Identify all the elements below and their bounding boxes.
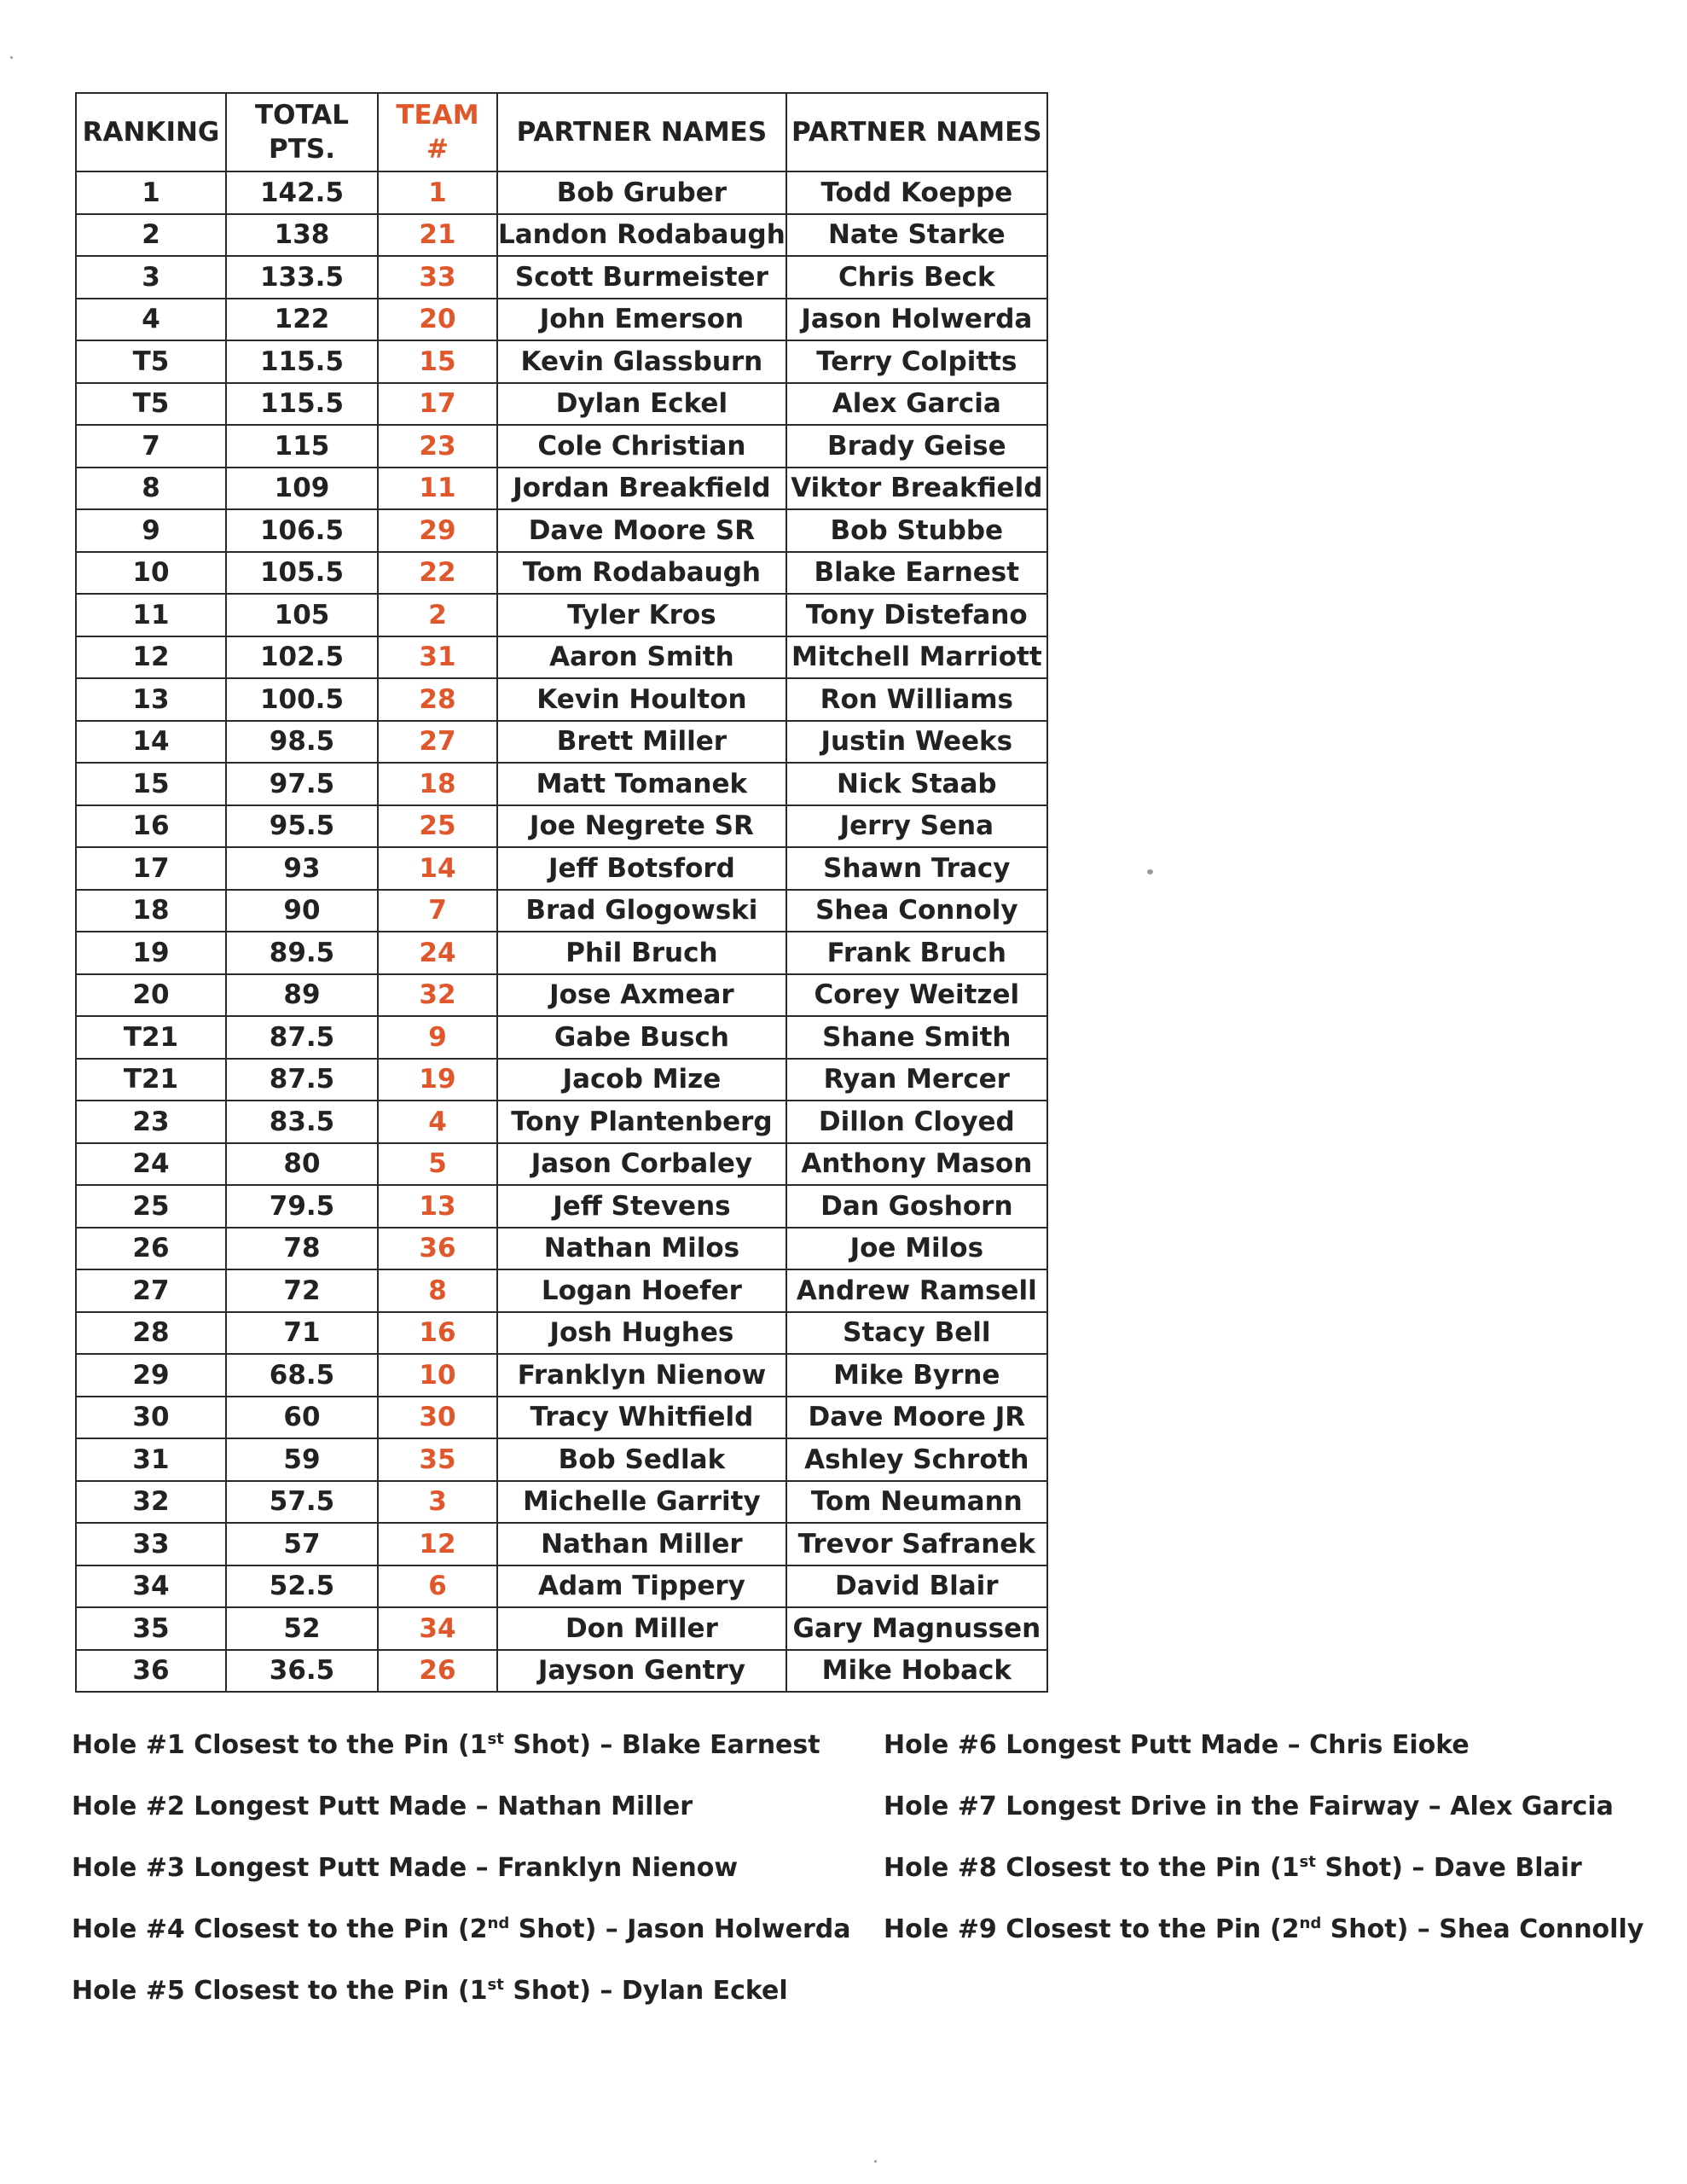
table-row	[76, 509, 1047, 552]
table-row	[76, 594, 1047, 636]
cell-partner-1: Tony Plantenberg	[497, 1101, 786, 1143]
cell-total-points: 97.5	[226, 763, 378, 805]
cell-partner-1: Dylan Eckel	[497, 383, 786, 426]
header-partner1-label: PARTNER NAMES	[516, 117, 768, 148]
cell-total-points: 68.5	[226, 1354, 378, 1397]
scan-speck	[10, 56, 13, 59]
table-row	[76, 1016, 1047, 1059]
award-text: Hole #4 Closest to the Pin (2	[72, 1914, 488, 1944]
cell-total-points: 78	[226, 1228, 378, 1270]
cell-partner-2: Justin Weeks	[786, 721, 1047, 764]
cell-partner-2: Anthony Mason	[786, 1143, 1047, 1186]
table-row	[76, 1101, 1047, 1143]
cell-team-number: 32	[378, 974, 497, 1017]
cell-team-number: 1	[378, 171, 497, 214]
cell-partner-2: Dillon Cloyed	[786, 1101, 1047, 1143]
table-row	[76, 974, 1047, 1017]
cell-partner-1: Michelle Garrity	[497, 1481, 786, 1524]
cell-partner-2: Tony Distefano	[786, 594, 1047, 636]
header-row	[76, 93, 1047, 171]
cell-team-number: 3	[378, 1481, 497, 1524]
cell-ranking: 10	[76, 552, 226, 595]
cell-total-points: 89.5	[226, 932, 378, 974]
table-row	[76, 805, 1047, 848]
table-row	[76, 1607, 1047, 1650]
cell-team-number: 21	[378, 214, 497, 257]
table-row	[76, 425, 1047, 468]
cell-total-points: 115.5	[226, 383, 378, 426]
cell-partner-1: Jason Corbaley	[497, 1143, 786, 1186]
cell-partner-2: Ashley Schroth	[786, 1438, 1047, 1481]
cell-partner-1: Kevin Houlton	[497, 678, 786, 721]
cell-ranking: 20	[76, 974, 226, 1017]
cell-partner-1: Jeff Botsford	[497, 847, 786, 890]
cell-ranking: 7	[76, 425, 226, 468]
header-ranking	[76, 93, 226, 171]
cell-partner-1: Phil Bruch	[497, 932, 786, 974]
cell-total-points: 57	[226, 1523, 378, 1565]
award-text: Hole #8 Closest to the Pin (1	[884, 1853, 1300, 1883]
header-ranking-label: RANKING	[82, 117, 220, 148]
header-team-line1: TEAM	[396, 100, 479, 131]
cell-team-number: 16	[378, 1312, 497, 1355]
cell-total-points: 115	[226, 425, 378, 468]
table-row	[76, 636, 1047, 679]
hole-award-line	[884, 1730, 1470, 1760]
award-text-end: Shot) – Blake Earnest	[503, 1730, 820, 1760]
cell-partner-1: Tom Rodabaugh	[497, 552, 786, 595]
cell-team-number: 34	[378, 1607, 497, 1650]
award-text: Hole #9 Closest to the Pin (2	[884, 1914, 1300, 1944]
table-row	[76, 299, 1047, 341]
cell-team-number: 15	[378, 340, 497, 383]
cell-partner-1: Matt Tomanek	[497, 763, 786, 805]
cell-ranking: 34	[76, 1565, 226, 1608]
cell-total-points: 98.5	[226, 721, 378, 764]
cell-ranking: 25	[76, 1185, 226, 1228]
cell-total-points: 142.5	[226, 171, 378, 214]
cell-total-points: 95.5	[226, 805, 378, 848]
cell-partner-1: Bob Gruber	[497, 171, 786, 214]
cell-partner-1: Scott Burmeister	[497, 256, 786, 299]
table-row	[76, 552, 1047, 595]
header-total-pts-line2: PTS.	[269, 134, 335, 165]
cell-partner-2: Joe Milos	[786, 1228, 1047, 1270]
cell-total-points: 36.5	[226, 1650, 378, 1693]
cell-partner-2: Gary Magnussen	[786, 1607, 1047, 1650]
cell-ranking: 16	[76, 805, 226, 848]
cell-total-points: 87.5	[226, 1016, 378, 1059]
cell-partner-1: Logan Hoefer	[497, 1269, 786, 1312]
cell-ranking: 30	[76, 1397, 226, 1439]
header-partner-names-1	[497, 93, 786, 171]
cell-ranking: 36	[76, 1650, 226, 1693]
cell-ranking: 18	[76, 890, 226, 932]
hole-award-line	[884, 1914, 1644, 1944]
table-row	[76, 1650, 1047, 1693]
cell-team-number: 31	[378, 636, 497, 679]
cell-partner-1: Dave Moore SR	[497, 509, 786, 552]
table-header	[76, 93, 1047, 171]
table-row	[76, 763, 1047, 805]
header-partner2-label: PARTNER NAMES	[791, 117, 1042, 148]
cell-partner-1: Tyler Kros	[497, 594, 786, 636]
table-row	[76, 1312, 1047, 1355]
cell-team-number: 36	[378, 1228, 497, 1270]
cell-partner-2: Tom Neumann	[786, 1481, 1047, 1524]
cell-partner-2: Mitchell Marriott	[786, 636, 1047, 679]
table-row	[76, 256, 1047, 299]
cell-total-points: 87.5	[226, 1059, 378, 1101]
cell-ranking: 12	[76, 636, 226, 679]
cell-total-points: 59	[226, 1438, 378, 1481]
cell-partner-2: Dan Goshorn	[786, 1185, 1047, 1228]
cell-total-points: 122	[226, 299, 378, 341]
hole-award-line	[884, 1792, 1614, 1821]
cell-partner-2: Nate Starke	[786, 214, 1047, 257]
cell-total-points: 133.5	[226, 256, 378, 299]
cell-partner-1: Josh Hughes	[497, 1312, 786, 1355]
table-row	[76, 847, 1047, 890]
award-ordinal-suffix: nd	[487, 1914, 510, 1932]
cell-partner-2: Viktor Breakfield	[786, 468, 1047, 510]
cell-team-number: 26	[378, 1650, 497, 1693]
cell-ranking: 35	[76, 1607, 226, 1650]
cell-ranking: T5	[76, 340, 226, 383]
cell-partner-1: Tracy Whitfield	[497, 1397, 786, 1439]
cell-partner-2: Shane Smith	[786, 1016, 1047, 1059]
cell-partner-1: Don Miller	[497, 1607, 786, 1650]
cell-partner-2: Jason Holwerda	[786, 299, 1047, 341]
cell-ranking: T21	[76, 1059, 226, 1101]
cell-partner-2: Jerry Sena	[786, 805, 1047, 848]
cell-ranking: T21	[76, 1016, 226, 1059]
table-row	[76, 1438, 1047, 1481]
cell-team-number: 23	[378, 425, 497, 468]
cell-total-points: 105	[226, 594, 378, 636]
table-row	[76, 1565, 1047, 1608]
cell-ranking: 2	[76, 214, 226, 257]
cell-total-points: 102.5	[226, 636, 378, 679]
award-ordinal-suffix: st	[1299, 1853, 1316, 1871]
table-row	[76, 1269, 1047, 1312]
cell-total-points: 79.5	[226, 1185, 378, 1228]
cell-partner-1: Brett Miller	[497, 721, 786, 764]
results-table	[75, 92, 1048, 1693]
cell-total-points: 89	[226, 974, 378, 1017]
table-row	[76, 383, 1047, 426]
cell-team-number: 2	[378, 594, 497, 636]
cell-partner-2: Stacy Bell	[786, 1312, 1047, 1355]
cell-partner-2: Shea Connoly	[786, 890, 1047, 932]
cell-ranking: 1	[76, 171, 226, 214]
cell-partner-1: Franklyn Nienow	[497, 1354, 786, 1397]
award-text: Hole #1 Closest to the Pin (1	[72, 1730, 488, 1760]
table-row	[76, 678, 1047, 721]
cell-team-number: 33	[378, 256, 497, 299]
scan-speck	[874, 2160, 877, 2163]
cell-ranking: 13	[76, 678, 226, 721]
cell-total-points: 72	[226, 1269, 378, 1312]
cell-partner-2: Bob Stubbe	[786, 509, 1047, 552]
cell-partner-2: Alex Garcia	[786, 383, 1047, 426]
cell-ranking: 23	[76, 1101, 226, 1143]
cell-partner-2: Ron Williams	[786, 678, 1047, 721]
cell-partner-1: Jordan Breakfield	[497, 468, 786, 510]
header-total-pts-line1: TOTAL	[255, 100, 349, 131]
cell-partner-1: Jacob Mize	[497, 1059, 786, 1101]
cell-team-number: 30	[378, 1397, 497, 1439]
cell-partner-1: Bob Sedlak	[497, 1438, 786, 1481]
cell-total-points: 52	[226, 1607, 378, 1650]
cell-ranking: 32	[76, 1481, 226, 1524]
table-row	[76, 1481, 1047, 1524]
cell-ranking: 17	[76, 847, 226, 890]
table-row	[76, 1185, 1047, 1228]
cell-ranking: 24	[76, 1143, 226, 1186]
cell-partner-2: Frank Bruch	[786, 932, 1047, 974]
cell-team-number: 5	[378, 1143, 497, 1186]
table-row	[76, 721, 1047, 764]
cell-partner-2: Shawn Tracy	[786, 847, 1047, 890]
cell-partner-1: Aaron Smith	[497, 636, 786, 679]
cell-ranking: 27	[76, 1269, 226, 1312]
award-ordinal-suffix: st	[487, 1976, 504, 1994]
cell-team-number: 9	[378, 1016, 497, 1059]
cell-total-points: 106.5	[226, 509, 378, 552]
cell-team-number: 29	[378, 509, 497, 552]
cell-partner-1: Landon Rodabaugh	[497, 214, 786, 257]
cell-total-points: 90	[226, 890, 378, 932]
cell-partner-2: Mike Hoback	[786, 1650, 1047, 1693]
cell-partner-1: Jeff Stevens	[497, 1185, 786, 1228]
cell-team-number: 11	[378, 468, 497, 510]
cell-team-number: 17	[378, 383, 497, 426]
cell-partner-2: Nick Staab	[786, 763, 1047, 805]
table-row	[76, 214, 1047, 257]
award-text-end: Shot) – Dylan Eckel	[503, 1976, 788, 2006]
cell-partner-1: Nathan Miller	[497, 1523, 786, 1565]
cell-partner-2: Dave Moore JR	[786, 1397, 1047, 1439]
cell-team-number: 4	[378, 1101, 497, 1143]
table-row	[76, 1059, 1047, 1101]
table-row	[76, 1354, 1047, 1397]
cell-total-points: 105.5	[226, 552, 378, 595]
cell-total-points: 138	[226, 214, 378, 257]
award-text-end: Shot) – Shea Connolly	[1321, 1914, 1644, 1944]
cell-partner-1: Kevin Glassburn	[497, 340, 786, 383]
award-text: Hole #6 Longest Putt Made – Chris Eioke	[884, 1730, 1470, 1760]
cell-total-points: 60	[226, 1397, 378, 1439]
cell-team-number: 6	[378, 1565, 497, 1608]
table-row	[76, 340, 1047, 383]
hole-award-line	[72, 1914, 850, 1944]
cell-partner-2: Andrew Ramsell	[786, 1269, 1047, 1312]
cell-team-number: 10	[378, 1354, 497, 1397]
hole-award-line	[72, 1792, 693, 1821]
cell-total-points: 93	[226, 847, 378, 890]
cell-total-points: 57.5	[226, 1481, 378, 1524]
hole-award-line	[72, 1853, 738, 1883]
header-team-number	[378, 93, 497, 171]
cell-team-number: 12	[378, 1523, 497, 1565]
cell-team-number: 28	[378, 678, 497, 721]
cell-team-number: 19	[378, 1059, 497, 1101]
cell-partner-2: Terry Colpitts	[786, 340, 1047, 383]
cell-team-number: 27	[378, 721, 497, 764]
header-total-pts	[226, 93, 378, 171]
award-text: Hole #3 Longest Putt Made – Franklyn Nienow	[72, 1853, 739, 1883]
cell-partner-2: Corey Weitzel	[786, 974, 1047, 1017]
cell-partner-1: Cole Christian	[497, 425, 786, 468]
cell-partner-1: Joe Negrete SR	[497, 805, 786, 848]
cell-ranking: 28	[76, 1312, 226, 1355]
cell-team-number: 35	[378, 1438, 497, 1481]
cell-team-number: 13	[378, 1185, 497, 1228]
hole-award-line	[72, 1730, 820, 1760]
cell-partner-1: Brad Glogowski	[497, 890, 786, 932]
cell-ranking: 26	[76, 1228, 226, 1270]
table-row	[76, 171, 1047, 214]
cell-partner-1: Jayson Gentry	[497, 1650, 786, 1693]
cell-partner-2: Todd Koeppe	[786, 171, 1047, 214]
table-row	[76, 1523, 1047, 1565]
cell-total-points: 52.5	[226, 1565, 378, 1608]
cell-ranking: 19	[76, 932, 226, 974]
award-text: Hole #5 Closest to the Pin (1	[72, 1976, 488, 2006]
cell-partner-2: Ryan Mercer	[786, 1059, 1047, 1101]
cell-ranking: 33	[76, 1523, 226, 1565]
cell-team-number: 24	[378, 932, 497, 974]
cell-partner-2: Chris Beck	[786, 256, 1047, 299]
table-row	[76, 1143, 1047, 1186]
cell-team-number: 25	[378, 805, 497, 848]
award-text: Hole #7 Longest Drive in the Fairway – Alex Garcia	[884, 1792, 1614, 1821]
cell-partner-2: Brady Geise	[786, 425, 1047, 468]
cell-total-points: 80	[226, 1143, 378, 1186]
cell-team-number: 22	[378, 552, 497, 595]
award-ordinal-suffix: st	[487, 1730, 504, 1748]
cell-ranking: 8	[76, 468, 226, 510]
cell-team-number: 14	[378, 847, 497, 890]
table-row	[76, 1228, 1047, 1270]
cell-team-number: 18	[378, 763, 497, 805]
cell-partner-2: Trevor Safranek	[786, 1523, 1047, 1565]
cell-total-points: 100.5	[226, 678, 378, 721]
cell-ranking: 4	[76, 299, 226, 341]
cell-partner-1: Adam Tippery	[497, 1565, 786, 1608]
cell-total-points: 83.5	[226, 1101, 378, 1143]
award-text: Hole #2 Longest Putt Made – Nathan Miller	[72, 1792, 693, 1821]
cell-team-number: 20	[378, 299, 497, 341]
cell-partner-1: John Emerson	[497, 299, 786, 341]
award-text-end: Shot) – Dave Blair	[1315, 1853, 1582, 1883]
cell-partner-2: Mike Byrne	[786, 1354, 1047, 1397]
cell-total-points: 71	[226, 1312, 378, 1355]
table-row	[76, 468, 1047, 510]
award-text-end: Shot) – Jason Holwerda	[509, 1914, 851, 1944]
scan-speck	[1147, 869, 1153, 874]
cell-partner-1: Gabe Busch	[497, 1016, 786, 1059]
cell-partner-2: Blake Earnest	[786, 552, 1047, 595]
cell-partner-1: Jose Axmear	[497, 974, 786, 1017]
cell-ranking: 15	[76, 763, 226, 805]
hole-award-line	[884, 1853, 1582, 1883]
table-row	[76, 1397, 1047, 1439]
cell-team-number: 7	[378, 890, 497, 932]
award-ordinal-suffix: nd	[1299, 1914, 1322, 1932]
table-row	[76, 890, 1047, 932]
hole-award-line	[72, 1976, 788, 2006]
table-row	[76, 932, 1047, 974]
cell-total-points: 109	[226, 468, 378, 510]
cell-ranking: 29	[76, 1354, 226, 1397]
cell-partner-2: David Blair	[786, 1565, 1047, 1608]
cell-ranking: 31	[76, 1438, 226, 1481]
cell-ranking: 11	[76, 594, 226, 636]
cell-partner-1: Nathan Milos	[497, 1228, 786, 1270]
cell-ranking: T5	[76, 383, 226, 426]
cell-total-points: 115.5	[226, 340, 378, 383]
cell-ranking: 3	[76, 256, 226, 299]
cell-ranking: 9	[76, 509, 226, 552]
header-partner-names-2	[786, 93, 1047, 171]
cell-team-number: 8	[378, 1269, 497, 1312]
header-team-line2: #	[426, 134, 449, 165]
cell-ranking: 14	[76, 721, 226, 764]
table-body	[76, 171, 1047, 1692]
